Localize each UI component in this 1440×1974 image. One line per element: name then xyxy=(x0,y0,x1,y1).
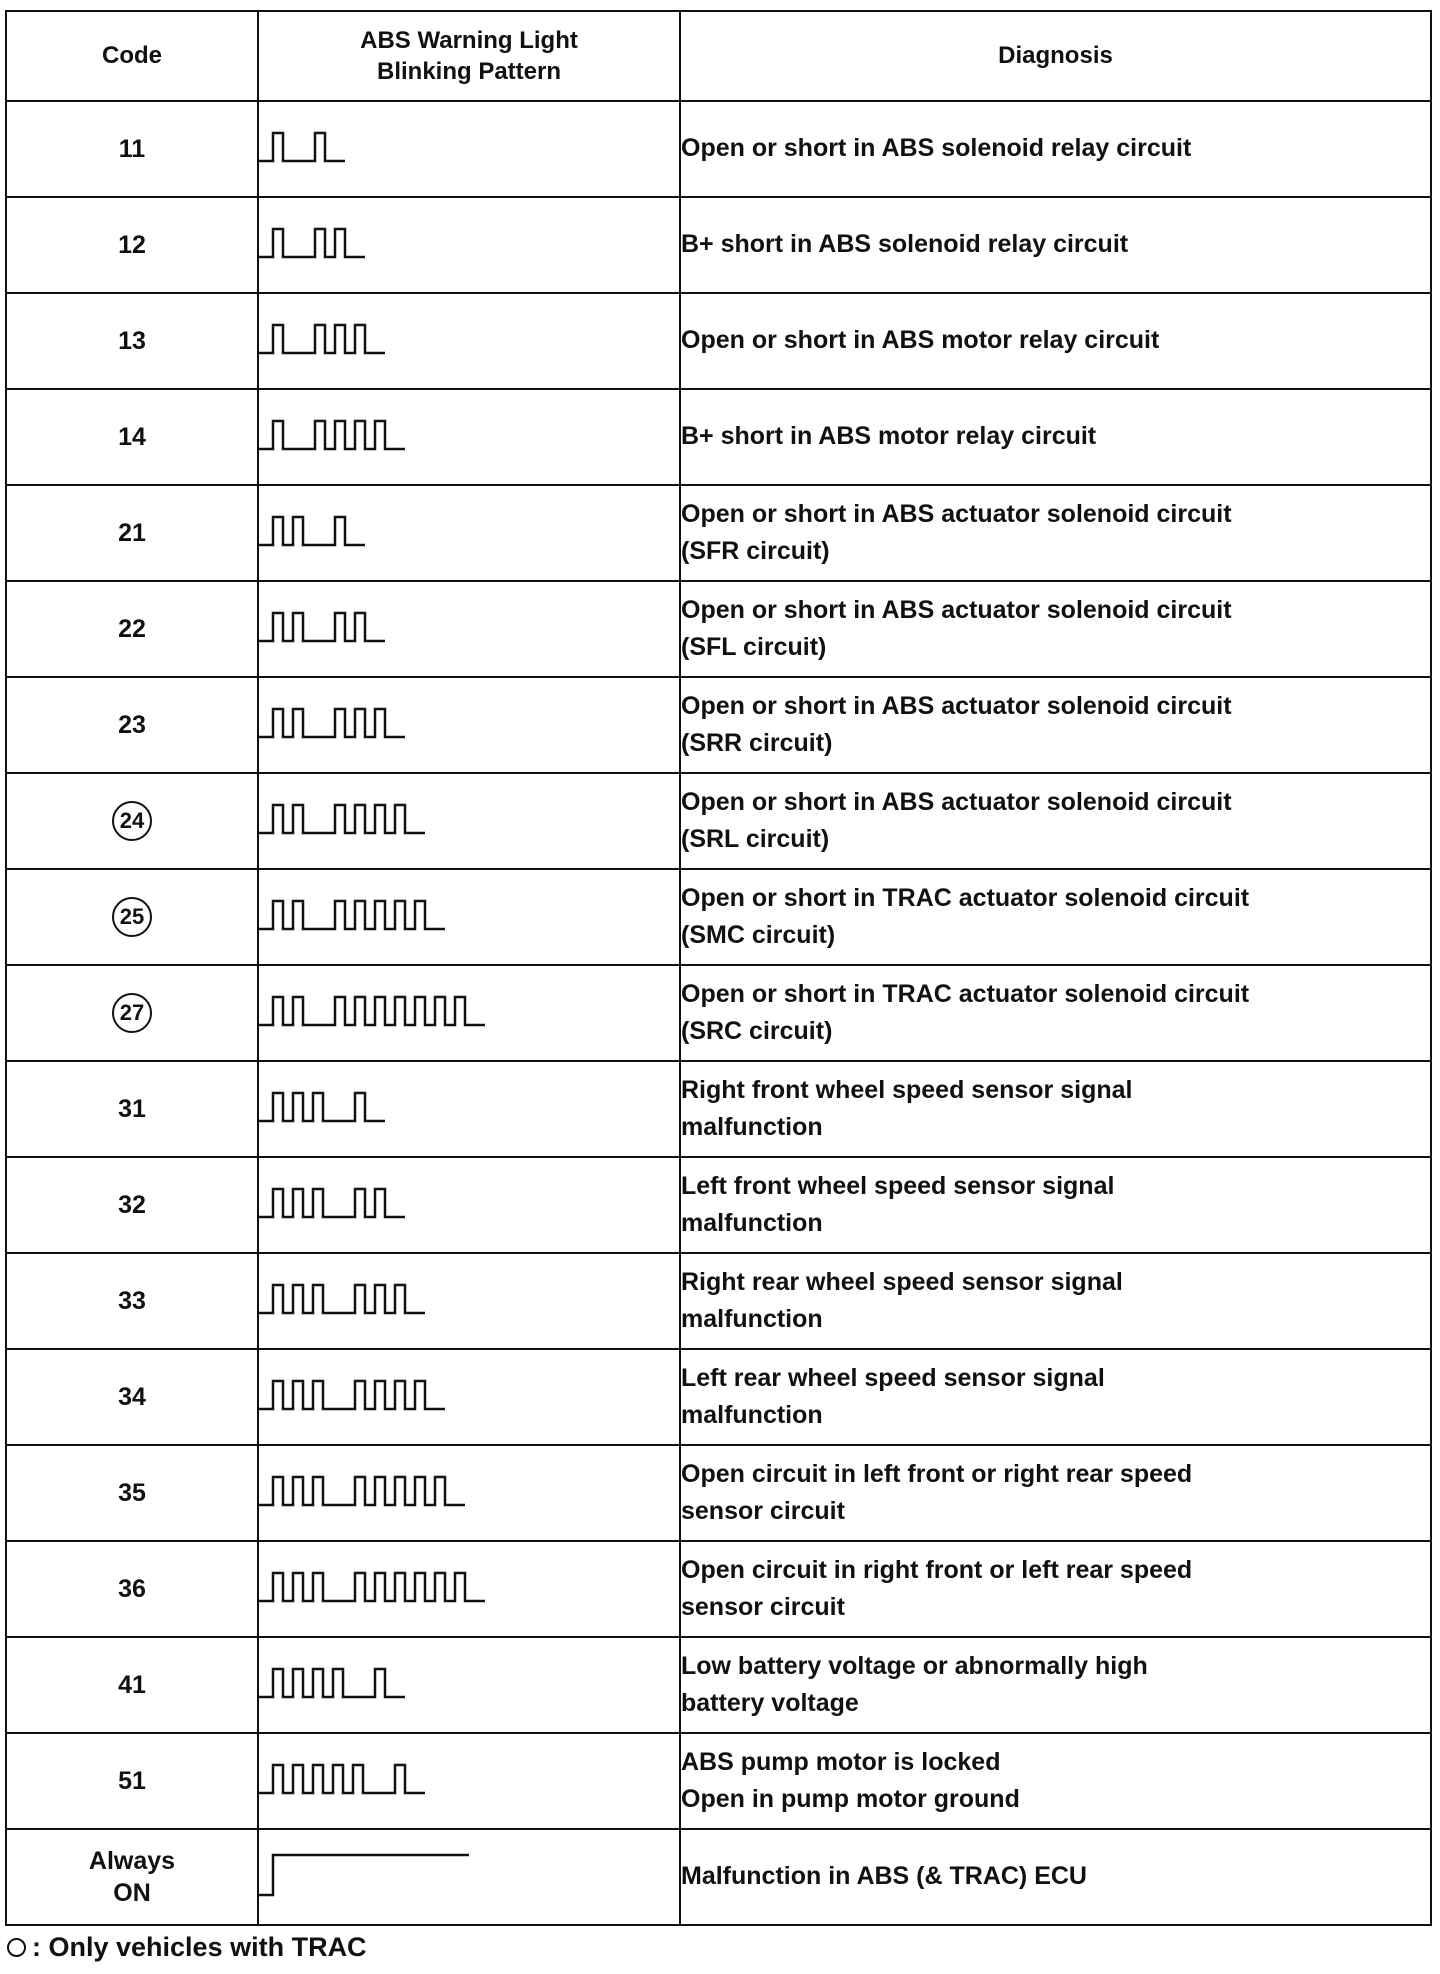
blink-pattern-cell xyxy=(258,773,680,869)
code-cell xyxy=(6,1349,258,1445)
code-column-header: Code xyxy=(6,11,258,101)
waveform-line xyxy=(259,997,485,1025)
diagnostic-code-document xyxy=(5,10,1430,1963)
table-row xyxy=(6,101,1431,197)
diagnosis-cell xyxy=(680,965,1431,1061)
diagnosis-text-line: Open or short in ABS motor relay circuit xyxy=(681,326,1160,355)
table-row xyxy=(6,965,1431,1061)
diagnosis-cell xyxy=(680,293,1431,389)
waveform-line xyxy=(259,1093,385,1121)
diagnosis-cell xyxy=(680,581,1431,677)
code-text: 14 xyxy=(118,422,146,451)
diagnosis-text-line: Right front wheel speed sensor signal xyxy=(681,1075,1133,1104)
blink-pattern-waveform xyxy=(259,311,579,371)
diagnosis-cell xyxy=(680,101,1431,197)
blink-pattern-cell xyxy=(258,1541,680,1637)
code-text-line: Always xyxy=(88,1846,176,1875)
table-row xyxy=(6,1637,1431,1733)
blink-pattern-waveform xyxy=(259,1559,579,1619)
waveform-line xyxy=(259,1855,469,1895)
diagnosis-text-line: sensor circuit xyxy=(681,1497,845,1525)
table-row xyxy=(6,293,1431,389)
blink-pattern-cell xyxy=(258,1157,680,1253)
code-text: 51 xyxy=(118,1766,146,1795)
blink-pattern-cell xyxy=(258,197,680,293)
code-cell xyxy=(6,773,258,869)
blink-pattern-cell xyxy=(258,1637,680,1733)
waveform-line xyxy=(259,1573,485,1601)
table-row xyxy=(6,389,1431,485)
diagnosis-text-line: malfunction xyxy=(681,1305,823,1333)
pattern-header-line-2: Blinking Pattern xyxy=(376,58,562,85)
waveform-line xyxy=(259,133,345,161)
code-cell xyxy=(6,965,258,1061)
circled-code-text: 27 xyxy=(112,993,152,1033)
code-cell xyxy=(6,197,258,293)
diagnosis-text-line: B+ short in ABS solenoid relay circuit xyxy=(681,230,1129,259)
diagnosis-text-line: (SFL circuit) xyxy=(681,633,827,661)
code-cell xyxy=(6,677,258,773)
diagnosis-text-line: Left rear wheel speed sensor signal xyxy=(681,1363,1105,1392)
diagnosis-text-line: Open or short in ABS solenoid relay circuit xyxy=(681,134,1192,163)
code-text: 21 xyxy=(118,518,146,547)
diagnosis-text-line: (SFR circuit) xyxy=(681,537,830,565)
waveform-line xyxy=(259,613,385,641)
diagnosis-text-line: ABS pump motor is locked xyxy=(681,1747,1001,1776)
blink-pattern-waveform xyxy=(259,983,579,1043)
footnote-text: : Only vehicles with TRAC xyxy=(32,1932,367,1962)
code-text: 12 xyxy=(118,230,146,259)
code-text-line: ON xyxy=(113,1879,151,1907)
blink-pattern-waveform xyxy=(259,1655,579,1715)
waveform-line xyxy=(259,1381,445,1409)
code-text: 36 xyxy=(118,1574,146,1603)
diagnosis-text-line: (SRL circuit) xyxy=(681,825,830,853)
diagnosis-text-line: Open or short in TRAC actuator solenoid circuit xyxy=(681,979,1250,1008)
blink-pattern-waveform xyxy=(259,1847,579,1907)
code-cell xyxy=(6,581,258,677)
blink-pattern-cell xyxy=(258,101,680,197)
blink-pattern-cell xyxy=(258,485,680,581)
diagnosis-text-line: malfunction xyxy=(681,1401,823,1429)
circled-code-text: 25 xyxy=(112,897,152,937)
pattern-column-header xyxy=(258,11,680,101)
blink-pattern-waveform xyxy=(259,119,579,179)
table-row xyxy=(6,581,1431,677)
waveform-line xyxy=(259,517,365,545)
blink-pattern-waveform xyxy=(259,1079,579,1139)
code-text: 13 xyxy=(118,326,146,355)
blink-pattern-cell xyxy=(258,1061,680,1157)
blink-pattern-cell xyxy=(258,965,680,1061)
diagnosis-text-line: Open in pump motor ground xyxy=(681,1785,1020,1813)
diagnosis-cell xyxy=(680,677,1431,773)
code-text: 32 xyxy=(118,1190,146,1219)
code-text: 33 xyxy=(118,1286,146,1315)
code-text: 34 xyxy=(118,1382,146,1411)
diagnosis-cell xyxy=(680,1541,1431,1637)
blink-pattern-cell xyxy=(258,869,680,965)
blink-pattern-waveform xyxy=(259,887,579,947)
code-cell xyxy=(6,1733,258,1829)
diagnosis-text-line: Open circuit in left front or right rear speed xyxy=(681,1459,1193,1488)
diagnosis-cell xyxy=(680,389,1431,485)
table-row xyxy=(6,1541,1431,1637)
diagnosis-text-line: Right rear wheel speed sensor signal xyxy=(681,1267,1123,1296)
waveform-line xyxy=(259,709,405,737)
code-cell xyxy=(6,1829,258,1925)
blink-pattern-waveform xyxy=(259,599,579,659)
waveform-line xyxy=(259,229,365,257)
diagnosis-text-line: (SRC circuit) xyxy=(681,1017,833,1045)
diagnosis-column-header: Diagnosis xyxy=(680,11,1431,101)
waveform-line xyxy=(259,325,385,353)
diagnosis-cell xyxy=(680,1445,1431,1541)
table-row xyxy=(6,1061,1431,1157)
diagnostic-code-table xyxy=(5,10,1432,1926)
code-cell xyxy=(6,1253,258,1349)
diagnosis-text-line: sensor circuit xyxy=(681,1593,845,1621)
blink-pattern-cell xyxy=(258,1349,680,1445)
table-row xyxy=(6,677,1431,773)
blink-pattern-cell xyxy=(258,1829,680,1925)
waveform-line xyxy=(259,1669,405,1697)
code-text: 35 xyxy=(118,1478,146,1507)
trac-only-circle-icon xyxy=(7,1938,26,1957)
code-cell xyxy=(6,1541,258,1637)
table-row xyxy=(6,1445,1431,1541)
diagnosis-text-line: Left front wheel speed sensor signal xyxy=(681,1171,1115,1200)
blink-pattern-cell xyxy=(258,677,680,773)
code-text: 41 xyxy=(118,1670,146,1699)
code-text: 11 xyxy=(118,134,146,163)
blink-pattern-waveform xyxy=(259,791,579,851)
diagnosis-cell xyxy=(680,197,1431,293)
table-row xyxy=(6,1733,1431,1829)
blink-pattern-cell xyxy=(258,389,680,485)
blink-pattern-waveform xyxy=(259,695,579,755)
diagnosis-text-line: Malfunction in ABS (& TRAC) ECU xyxy=(681,1862,1087,1891)
diagnosis-cell xyxy=(680,1349,1431,1445)
circled-code-text: 24 xyxy=(112,801,152,841)
table-row xyxy=(6,197,1431,293)
diagnosis-cell xyxy=(680,1157,1431,1253)
code-text: 23 xyxy=(118,710,146,739)
code-cell xyxy=(6,485,258,581)
code-cell xyxy=(6,1157,258,1253)
code-cell xyxy=(6,1061,258,1157)
blink-pattern-waveform xyxy=(259,1175,579,1235)
blink-pattern-cell xyxy=(258,1733,680,1829)
waveform-line xyxy=(259,421,405,449)
diagnosis-text-line: Open or short in ABS actuator solenoid circuit xyxy=(681,691,1232,720)
waveform-line xyxy=(259,1189,405,1217)
diagnosis-text-line: malfunction xyxy=(681,1113,823,1141)
waveform-line xyxy=(259,1765,425,1793)
diagnosis-text-line: (SRR circuit) xyxy=(681,729,833,757)
code-text: 31 xyxy=(118,1094,146,1123)
blink-pattern-waveform xyxy=(259,1463,579,1523)
diagnosis-text-line: malfunction xyxy=(681,1209,823,1237)
blink-pattern-cell xyxy=(258,1445,680,1541)
diagnosis-text-line: Open circuit in right front or left rear speed xyxy=(681,1555,1193,1584)
diagnosis-cell xyxy=(680,1733,1431,1829)
table-row xyxy=(6,773,1431,869)
waveform-line xyxy=(259,901,445,929)
table-row xyxy=(6,1253,1431,1349)
code-cell xyxy=(6,869,258,965)
blink-pattern-waveform xyxy=(259,1271,579,1331)
table-row xyxy=(6,1157,1431,1253)
blink-pattern-waveform xyxy=(259,1367,579,1427)
pattern-header-line-1: ABS Warning Light xyxy=(360,26,578,54)
diagnosis-text-line: (SMC circuit) xyxy=(681,921,836,949)
blink-pattern-cell xyxy=(258,1253,680,1349)
code-cell xyxy=(6,1637,258,1733)
diagnosis-text-line: Open or short in TRAC actuator solenoid circuit xyxy=(681,883,1250,912)
diagnosis-cell xyxy=(680,1061,1431,1157)
code-cell xyxy=(6,293,258,389)
blink-pattern-cell xyxy=(258,581,680,677)
waveform-line xyxy=(259,805,425,833)
code-cell xyxy=(6,389,258,485)
table-row xyxy=(6,869,1431,965)
table-body xyxy=(6,101,1431,1925)
diagnosis-cell xyxy=(680,1253,1431,1349)
diagnosis-text-line: Open or short in ABS actuator solenoid circuit xyxy=(681,499,1232,528)
table-row xyxy=(6,1829,1431,1925)
blink-pattern-cell xyxy=(258,293,680,389)
diagnosis-text-line: Low battery voltage or abnormally high xyxy=(681,1651,1148,1680)
diagnosis-cell xyxy=(680,485,1431,581)
blink-pattern-waveform xyxy=(259,407,579,467)
diagnosis-cell xyxy=(680,1637,1431,1733)
footnote xyxy=(5,1932,1430,1963)
diagnosis-text-line: Open or short in ABS actuator solenoid circuit xyxy=(681,787,1232,816)
diagnosis-text-line: Open or short in ABS actuator solenoid circuit xyxy=(681,595,1232,624)
table-row xyxy=(6,485,1431,581)
code-text: 22 xyxy=(118,614,146,643)
diagnosis-cell xyxy=(680,773,1431,869)
blink-pattern-waveform xyxy=(259,503,579,563)
waveform-line xyxy=(259,1285,425,1313)
diagnosis-cell xyxy=(680,869,1431,965)
code-cell xyxy=(6,1445,258,1541)
code-cell xyxy=(6,101,258,197)
diagnosis-text-line: B+ short in ABS motor relay circuit xyxy=(681,422,1097,451)
table-header-row xyxy=(6,11,1431,101)
diagnosis-text-line: battery voltage xyxy=(681,1689,859,1717)
blink-pattern-waveform xyxy=(259,215,579,275)
waveform-line xyxy=(259,1477,465,1505)
table-row xyxy=(6,1349,1431,1445)
diagnosis-cell xyxy=(680,1829,1431,1925)
blink-pattern-waveform xyxy=(259,1751,579,1811)
